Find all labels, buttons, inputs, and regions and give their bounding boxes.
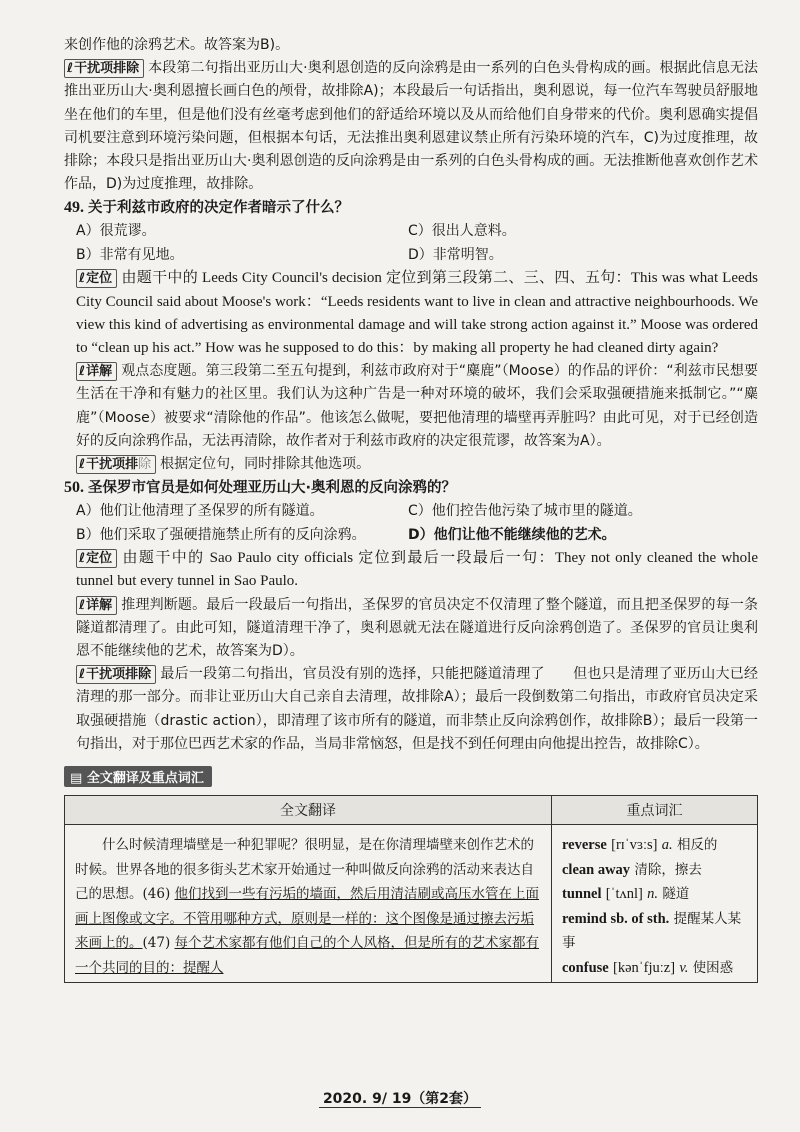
q49-option-c: C）很出人意料。: [408, 223, 516, 240]
book-icon: ▤: [70, 771, 83, 787]
pen-icon: ℓ: [79, 597, 86, 613]
q50-options: [64, 500, 758, 547]
q50-option-b: B）他们采取了强硬措施禁止所有的反向涂鸦。: [76, 526, 366, 543]
vocab-item: clean away 清除，擦去: [562, 861, 702, 878]
table-header-vocab: 重点词汇: [552, 796, 758, 825]
distractor-tag: ℓ干扰项排除: [64, 59, 144, 78]
q49-option-b: B）非常有见地。: [76, 246, 184, 263]
q50-option-a: A）他们让他清理了圣保罗的所有隧道。: [76, 503, 324, 520]
vocab-item: tunnel [ˈtʌnl] n. 隧道: [562, 886, 690, 903]
q50-option-c: C）他们控告他污染了城市里的隧道。: [408, 503, 642, 520]
locate-tag: ℓ定位: [76, 269, 117, 288]
explain-tag: ℓ详解: [76, 596, 117, 615]
translation-cell: 什么时候清理墙壁是一种犯罪呢？很明显，是在你清理墙壁来创作艺术的时候。世界各地的很多街头艺术家开始通过一种叫做反向涂鸦的活动来表达自己的思想。(46) 他们找到一些有污垢的墙面，然后用清洁刷或高压水管在上面画上图像或文字。不管用哪种方式，原则是一样的：这个图像是通过擦去污垢来画上的。(47) 每个艺术家都有他们自己的个人风格，但是所有的艺术家都有一个共同的目的：提醒人: [65, 825, 552, 983]
q49-option-a: A）很荒谬。: [76, 223, 156, 240]
top-line: 来创作他的涂鸦艺术。故答案为B)。: [64, 37, 290, 53]
table-header-translation: 全文翻译: [65, 796, 552, 825]
q50-explain: ℓ详解 推理判断题。最后一段最后一句指出，圣保罗的官员决定不仅清理了整个隧道，而且把圣保罗的每一条隧道都清理了。由此可知，隧道清理干净了，奥利恩就无法在隧道进行反向涂鸦创造了。圣保罗的官员让奥利恩不能继续他的艺术，故答案为D）。: [76, 596, 758, 660]
page-content: [64, 34, 758, 983]
pen-icon: ℓ: [79, 271, 86, 287]
q49-explain: ℓ详解 观点态度题。第三段第二至五句提到，利兹市政府对于“麋鹿”（Moose）的作品的评价：“利兹市民想要生活在干净和有魅力的社区里。我们认为这种广告是一种对环境的破坏，我们会采取强硬措施来抵制它。”“麋鹿”（Moose）被要求“清除他的作品”。他该怎么做呢，要把他清理的墙壁再弄脏吗？由此可见，对于已经创造好的反向涂鸦作品，无法再清除，故作者对于利兹市政府的决定很荒谬，故答案为A）。: [76, 363, 758, 449]
q50-distractor: ℓ干扰项排除 最后一段第二句指出，官员没有别的选择，只能把隧道清理了 但也只是清理了亚历山大已经清理的那一部分。而非让亚历山大自己亲自去清理，故排除A）；最后一段倒数第二句指出，市政府官员决定采取强硬措施（drastic action），即清理了该市所有的隧道，而非禁止反向涂鸦创作，故排除B）；最后一段第一句指出，对于那位巴西艺术家的作品，当局非常恼怒，但是找不到任何理由向他提出控告，故排除C）。: [76, 666, 758, 752]
pen-icon: ℓ: [79, 364, 86, 380]
q49-options: [64, 220, 758, 267]
pen-icon: ℓ: [67, 61, 74, 77]
vocab-item: reverse [rɪˈvɜːs] a. 相反的: [562, 837, 718, 854]
translation-table: [64, 795, 758, 983]
section-title: ▤ 全文翻译及重点词汇: [64, 766, 212, 787]
q48-distractor-para: ℓ干扰项排除 本段第二句指出亚历山大·奥利恩创造的反向涂鸦是由一系列的白色头骨构成的画。根据此信息无法推出亚历山大·奥利恩擅长画白色的颅骨，故排除A)；本段最后一句话指出，奥利恩说，每一位汽车驾驶员舒服地坐在他们的车里，但是他们没有丝毫考虑到他们的舒适给环境以及从而给他们自身带来的代价。奥利恩确实提倡司机要注意到环境污染问题，但根据本句话，无法推出奥利恩建议禁止所有污染环境的汽车，C)为过度推理，故排除；本段只是指出亚历山大·奥利恩创造的反向涂鸦是由一系列的白色头骨构成的画。无法推断他喜欢创作艺术作品，D)为过度推理，故排除。: [64, 60, 758, 193]
q50-option-d: D）他们让他不能继续他的艺术。: [408, 526, 616, 543]
q49-distractor: ℓ干扰项排除 根据定位句，同时排除其他选项。: [64, 453, 758, 476]
page-footer: 2020. 9/ 19（第2套）: [0, 1088, 800, 1108]
q49-locate: ℓ定位 由题干中的 Leeds City Council's decision 定位到第三段第二、三、四、五句：This was what Leeds City Council said about Moose's work：“Leeds residents want to live in clean and attractive neighbourhoods. We view this kind of advertising as environmental damage and will take strong action against it.” Moose was ordered to “clean up his act.” How was he supposed to do this：by making all property he had cleaned dirty again?: [76, 270, 758, 357]
q50-stem: 50. 圣保罗市官员是如何处理亚历山大·奥利恩的反向涂鸦的？: [64, 479, 457, 497]
q49-option-d: D）非常明智。: [408, 246, 503, 263]
pen-icon: ℓ: [79, 457, 86, 473]
locate-tag: ℓ定位: [76, 549, 117, 568]
pen-icon: ℓ: [79, 667, 86, 683]
distractor-tag: ℓ干扰项排除: [76, 665, 156, 684]
distractor-tag: ℓ干扰项排除: [76, 455, 156, 474]
q49-stem: 49. 关于利兹市政府的决定作者暗示了什么？: [64, 199, 349, 217]
vocab-cell: [552, 825, 758, 983]
explain-tag: ℓ详解: [76, 362, 117, 381]
vocab-item: confuse [kənˈfjuːz] v. 使困惑: [562, 959, 734, 976]
pen-icon: ℓ: [79, 551, 86, 567]
vocab-item: remind sb. of sth. 提醒某人某事: [562, 910, 742, 952]
q50-locate: ℓ定位 由题干中的 Sao Paulo city officials 定位到最后一段最后一句：They not only cleaned the whole tunnel but every tunnel in Sao Paulo.: [76, 550, 758, 590]
